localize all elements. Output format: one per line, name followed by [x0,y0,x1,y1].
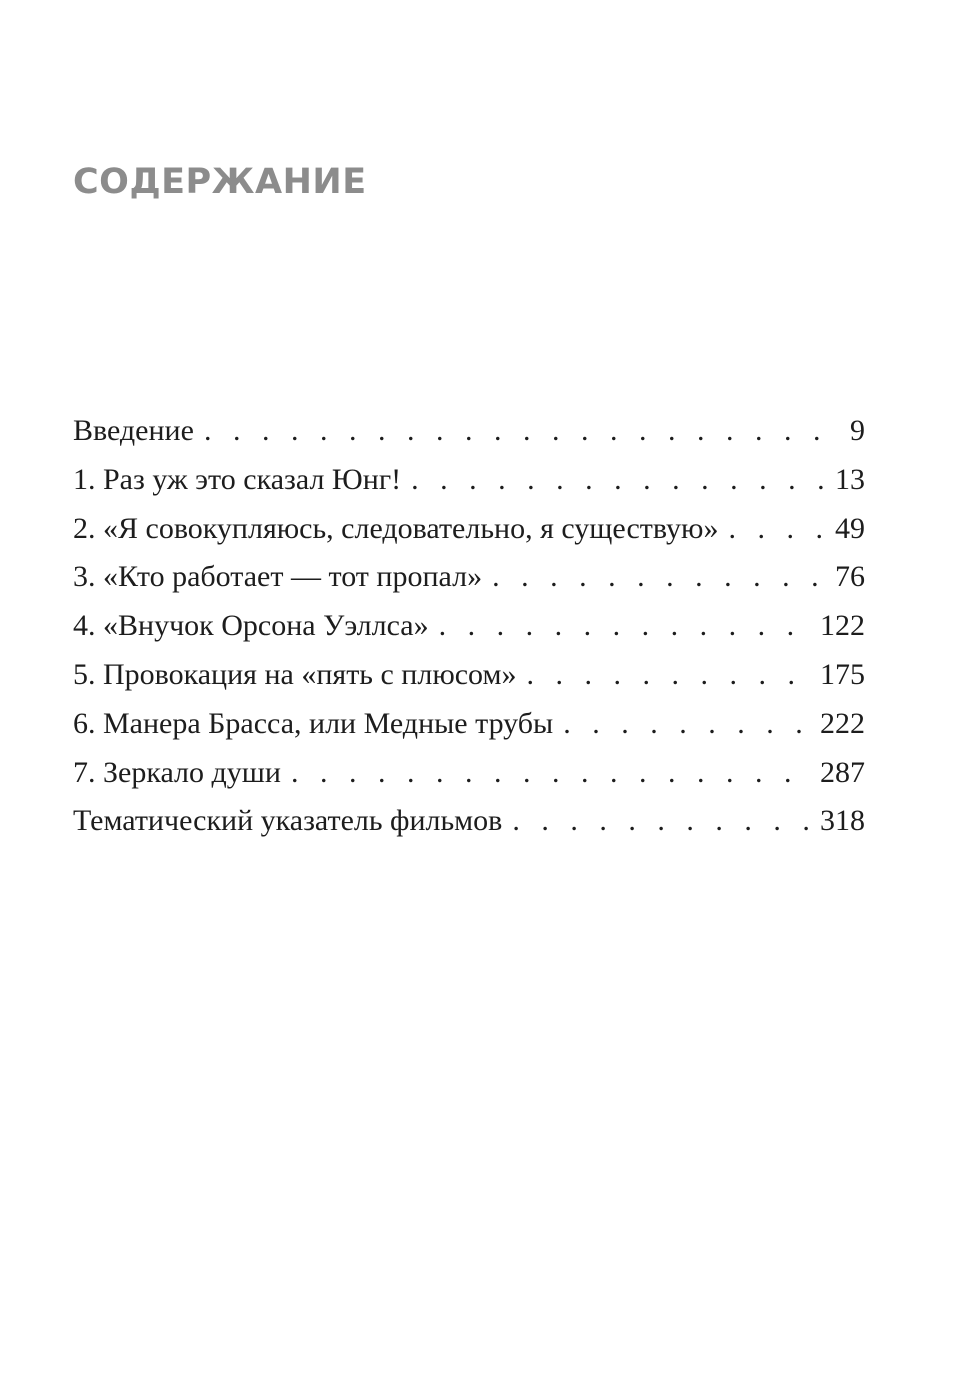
toc-entry-title: 3. «Кто работает — тот пропал» [73,560,483,594]
toc-entry-title: 5. Провокация на «пять с плюсом» [73,657,517,691]
toc-entry-title: Введение [73,414,194,447]
toc-entry-title: 1. Раз уж это сказал Юнг! [73,462,402,496]
toc-entry-page-number: 13 [835,462,865,496]
toc-entry-page-number: 9 [850,414,865,447]
dot-leader [728,505,829,553]
toc-entry-chapter-5 [73,651,865,700]
toc-entry-page-number: 122 [820,609,865,643]
dot-leader [291,749,814,797]
toc-entry-chapter-1 [73,456,865,505]
dot-leader [439,602,814,650]
dot-leader [563,700,814,748]
toc-entry-page-number: 49 [835,511,865,545]
toc-entry-title: 6. Манера Брасса, или Медные трубы [73,706,554,740]
toc-entry-film-index [73,797,865,846]
toc-entry-chapter-4 [73,602,865,651]
page-title: СОДЕРЖАНИЕ [73,162,367,202]
toc-entry-chapter-6 [73,700,865,749]
dot-leader [492,553,829,601]
dot-leader [204,407,844,455]
toc-entry-chapter-7 [73,749,865,798]
toc-entry-title: Тематический указатель фильмов [73,804,503,838]
toc-entry-title: 4. «Внучок Орсона Уэллса» [73,609,429,643]
toc-entry-chapter-3 [73,553,865,602]
toc-entry-page-number: 76 [835,560,865,594]
toc-entry-page-number: 175 [820,657,865,691]
toc-entry-page-number: 222 [820,706,865,740]
toc-entry-chapter-2 [73,505,865,554]
dot-leader [526,651,814,699]
toc-entry-title: 7. Зеркало души [73,755,281,789]
dot-leader [512,797,814,845]
toc-entry-page-number: 318 [820,804,865,838]
toc-entry-introduction [73,407,865,456]
table-of-contents [73,407,865,846]
toc-entry-title: 2. «Я совокупляюсь, следовательно, я существую» [73,511,719,545]
dot-leader [411,456,829,504]
toc-entry-page-number: 287 [820,755,865,789]
